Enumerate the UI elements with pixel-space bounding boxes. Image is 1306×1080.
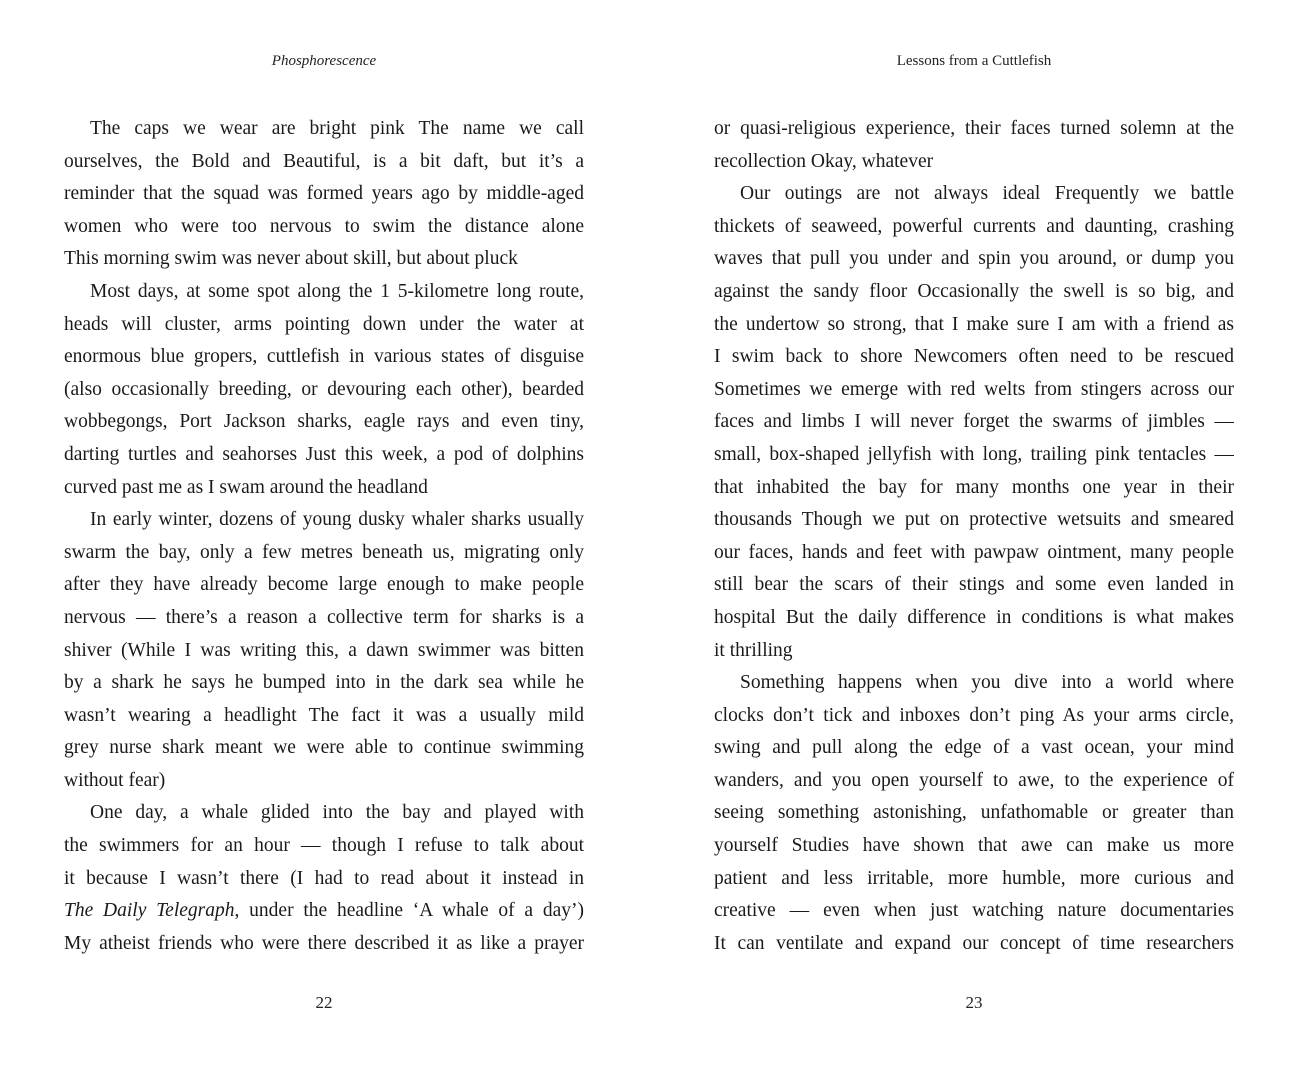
text-line: the undertow so strong, that I make sure I am with a friend as xyxy=(714,313,1234,335)
text-line: wanders, and you open yourself to awe, to the experience of xyxy=(714,769,1234,791)
text-line: thousands Though we put on protective wetsuits and smeared xyxy=(714,509,1234,531)
paragraph xyxy=(64,113,584,276)
text-line: wobbegongs, Port Jackson sharks, eagle rays and even tiny, xyxy=(64,411,584,433)
text-line: In early winter, dozens of young dusky whaler sharks usually xyxy=(90,509,584,531)
text-line: shiver (While I was writing this, a dawn swimmer was bitten xyxy=(64,639,584,661)
text-line: ourselves, the Bold and Beautiful, is a bit daft, but it’s a xyxy=(64,150,584,172)
page-number: 23 xyxy=(965,993,983,1012)
text-line: still bear the scars of their stings and some even landed in xyxy=(714,574,1234,596)
text-line: women who were too nervous to swim the distance alone xyxy=(64,215,584,237)
paragraph xyxy=(714,667,1234,960)
text-line: This morning swim was never about skill, but about pluck xyxy=(64,248,518,270)
text-line: reminder that the squad was formed years ago by middle-aged xyxy=(64,183,584,205)
paragraph xyxy=(64,276,584,504)
text-line-with-italic-title xyxy=(64,895,584,928)
text-line: hospital But the daily difference in conditions is what makes xyxy=(714,606,1234,628)
text-line: (also occasionally breeding, or devouring each other), bearded xyxy=(64,378,584,400)
text-line: Most days, at some spot along the 1 5-kilometre long route, xyxy=(90,280,584,302)
left-page xyxy=(64,0,584,1080)
text-line: it because I wasn’t there (I had to read about it instead in xyxy=(64,867,584,889)
text-line: by a shark he says he bumped into in the dark sea while he xyxy=(64,672,584,694)
text-line: heads will cluster, arms pointing down under the water at xyxy=(64,313,584,335)
text-line: recollection Okay, whatever xyxy=(714,150,934,172)
text-line: patient and less irritable, more humble, more curious and xyxy=(714,867,1234,889)
paragraph xyxy=(714,178,1234,667)
text-line: Our outings are not always ideal Frequently we battle xyxy=(740,183,1234,205)
text-line: our faces, hands and feet with pawpaw ointment, many people xyxy=(714,541,1234,563)
text-line: without fear) xyxy=(64,769,166,791)
text-line: Something happens when you dive into a world where xyxy=(740,672,1234,694)
text-line: that inhabited the bay for many months one year in their xyxy=(714,476,1234,498)
text-line: nervous — there’s a reason a collective term for sharks is a xyxy=(64,606,584,628)
text-line: swarm the bay, only a few metres beneath us, migrating only xyxy=(64,541,584,563)
page-number: 22 xyxy=(315,993,333,1012)
running-head-book-title: Phosphorescence xyxy=(271,53,377,69)
text-line: grey nurse shark meant we were able to continue swimming xyxy=(64,737,584,759)
text-line: waves that pull you under and spin you around, or dump you xyxy=(714,248,1234,270)
text-line: My atheist friends who were there described it as like a prayer xyxy=(64,932,584,954)
text-line: It can ventilate and expand our concept of time researchers xyxy=(714,932,1234,954)
text-line: thickets of seaweed, powerful currents and daunting, crashing xyxy=(714,215,1234,237)
text-line: enormous blue gropers, cuttlefish in various states of disguise xyxy=(64,346,584,368)
text-line: I swim back to shore Newcomers often need to be rescued xyxy=(714,346,1234,368)
paragraph xyxy=(64,797,584,960)
text-line: it thrilling xyxy=(714,639,793,661)
text-line: The caps we wear are bright pink The name we call xyxy=(90,118,584,139)
text-line: the swimmers for an hour — though I refuse to talk about xyxy=(64,835,584,857)
newspaper-title: The Daily Telegraph xyxy=(64,900,235,922)
text-line: swing and pull along the edge of a vast ocean, your mind xyxy=(714,737,1234,759)
right-body-text xyxy=(714,113,1234,960)
text-line: wasn’t wearing a headlight The fact it was a usually mild xyxy=(64,704,584,726)
text-line: curved past me as I swam around the headland xyxy=(64,476,428,498)
text-line: or quasi-religious experience, their faces turned solemn at the xyxy=(714,118,1234,139)
text-line: faces and limbs I will never forget the swarms of jimbles — xyxy=(714,411,1234,433)
paragraph xyxy=(64,504,584,797)
left-body-text xyxy=(64,113,584,960)
paragraph xyxy=(714,113,1234,178)
running-head-chapter-title: Lessons from a Cuttlefish xyxy=(896,53,1052,69)
text-line: against the sandy floor Occasionally the swell is so big, and xyxy=(714,280,1234,302)
text-line: Sometimes we emerge with red welts from stingers across our xyxy=(714,378,1234,400)
text-line: creative — even when just watching nature documentaries xyxy=(714,900,1234,922)
text-fragment: , under the headline ‘A whale of a day’) xyxy=(234,900,584,922)
text-line: One day, a whale glided into the bay and played with xyxy=(90,802,584,824)
text-line: yourself Studies have shown that awe can make us more xyxy=(714,835,1234,857)
text-line: after they have already become large enough to make people xyxy=(64,574,584,596)
text-line: clocks don’t tick and inboxes don’t ping As your arms circle, xyxy=(714,704,1234,726)
text-line: small, box-shaped jellyfish with long, trailing pink tentacles — xyxy=(714,443,1234,465)
right-page xyxy=(714,0,1234,1080)
text-line: darting turtles and seahorses Just this week, a pod of dolphins xyxy=(64,443,584,465)
text-line: seeing something astonishing, unfathomable or greater than xyxy=(714,802,1234,824)
